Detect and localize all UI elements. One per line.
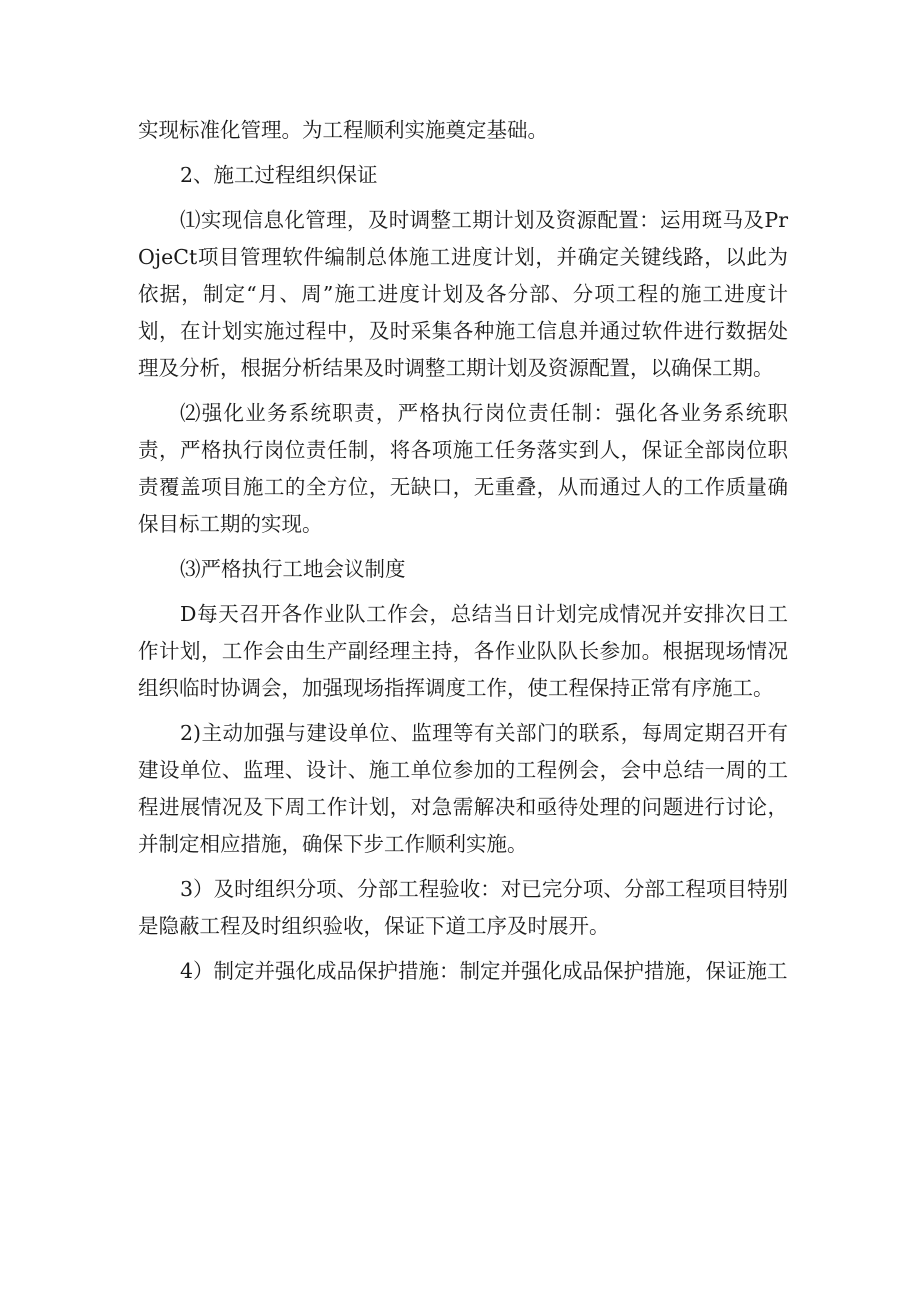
- paragraph-subitem-3: 3）及时组织分项、分部工程验收：对已完分项、分部工程项目特别是隐蔽工程及时组织验收，保证下道工序及时展开。: [138, 877, 788, 938]
- paragraph-subitem-1: D每天召开各作业队工作会，总结当日计划完成情况并安排次日工作计划，工作会由生产副经理主持，各作业队队长参加。根据现场情况组织临时协调会，加强现场指挥调度工作，使工程保持正常有序施工。: [138, 602, 788, 700]
- section-heading: 2、施工过程组织保证: [180, 163, 378, 187]
- paragraph-item-1: ⑴实现信息化管理，及时调整工期计划及资源配置：运用斑马及PrOjeCt项目管理软件编制总体施工进度计划，并确定关键线路，以此为依据，制定“月、周”施工进度计划及各分部、分项工程的施工进度计划，在计划实施过程中，及时采集各种施工信息并通过软件进行数据处理及分析，根据分析结果及时调整工期计划及资源配置，以确保工期。: [138, 208, 788, 380]
- paragraph-item-2: ⑵强化业务系统职责，严格执行岗位责任制：强化各业务系统职责，严格执行岗位责任制，将各项施工任务落实到人，保证全部岗位职责覆盖项目施工的全方位，无缺口，无重叠，从而通过人的工作质量确保目标工期的实现。: [138, 401, 788, 536]
- document-page: [138, 112, 788, 998]
- paragraph-continuation: 实现标准化管理。为工程顺利实施奠定基础。: [138, 118, 548, 142]
- paragraph-item-3-heading: ⑶严格执行工地会议制度: [180, 557, 406, 581]
- paragraph-subitem-4: 4）制定并强化成品保护措施：制定并强化成品保护措施，保证施工: [180, 959, 788, 983]
- paragraph-subitem-2: 2)主动加强与建设单位、监理等有关部门的联系，每周定期召开有建设单位、监理、设计、施工单位参加的工程例会，会中总结一周的工程进展情况及下周工作计划，对急需解决和亟待处理的问题进行讨论，并制定相应措施，确保下步工作顺利实施。: [138, 721, 788, 856]
